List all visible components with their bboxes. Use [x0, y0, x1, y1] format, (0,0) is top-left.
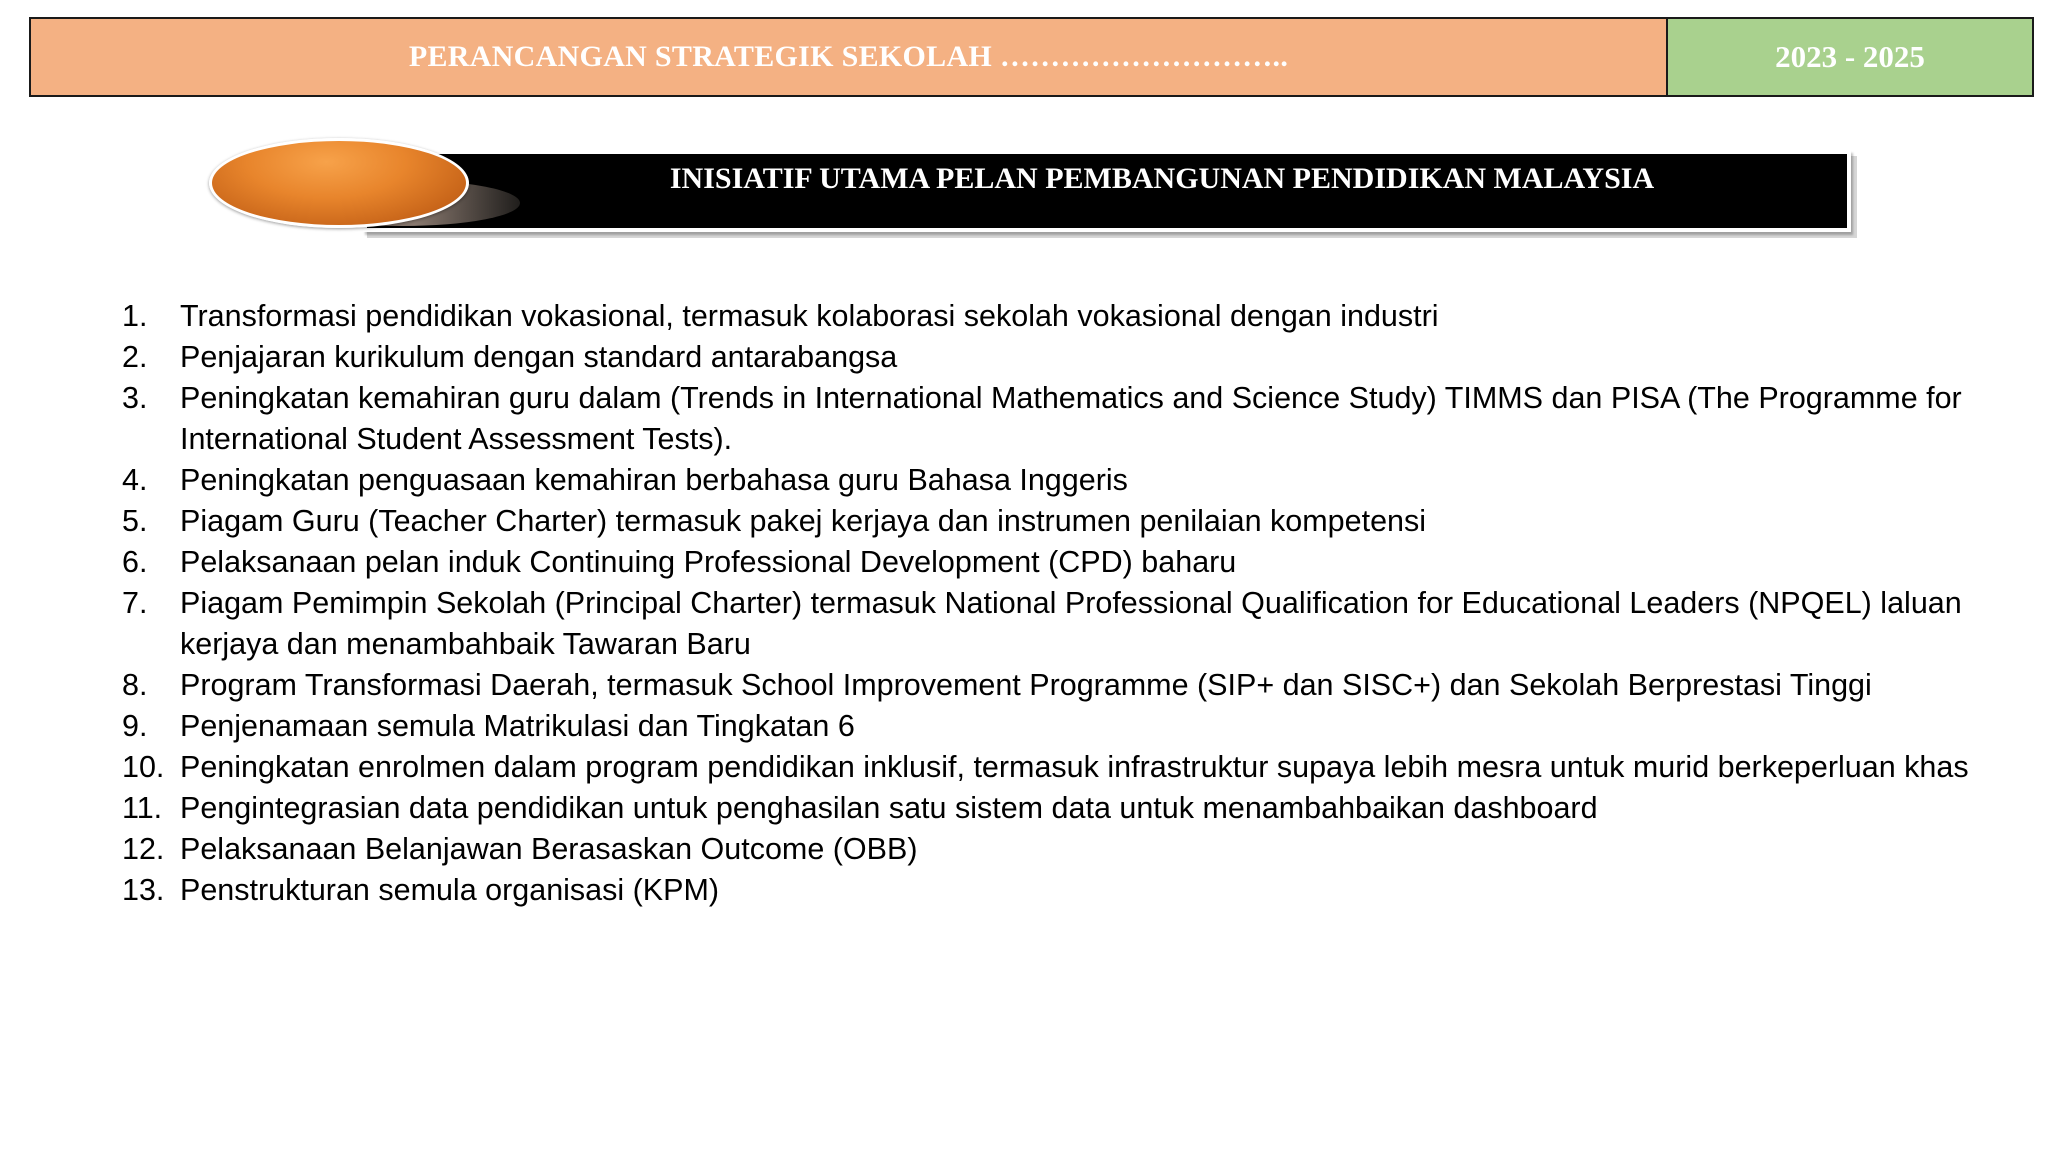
list-item	[122, 870, 1982, 911]
list-item	[122, 378, 1982, 460]
list-item-text: Peningkatan penguasaan kemahiran berbahasa guru Bahasa Inggeris	[180, 463, 1128, 497]
banner-bar-inner	[367, 154, 1847, 228]
list-item-text: Pengintegrasian data pendidikan untuk penghasilan satu sistem data untuk menambahbaikan dashboard	[180, 791, 1598, 825]
list-item-number: 4.	[122, 463, 148, 497]
list-item-number: 3.	[122, 381, 148, 415]
list-item-text: Piagam Guru (Teacher Charter) termasuk pakej kerjaya dan instrumen penilaian kompetensi	[180, 504, 1427, 538]
initiative-list	[122, 296, 1982, 911]
list-item-number: 1.	[122, 299, 148, 333]
list-item	[122, 542, 1982, 583]
list-item	[122, 788, 1982, 829]
banner-title: INISIATIF UTAMA PELAN PEMBANGUNAN PENDIDIKAN MALAYSIA	[669, 162, 1655, 195]
list-item-number: 5.	[122, 504, 148, 538]
list-item-text: Pelaksanaan Belanjawan Berasaskan Outcome (OBB)	[180, 832, 918, 866]
list-item-text: Program Transformasi Daerah, termasuk School Improvement Programme (SIP+ dan SISC+) dan Sekolah Berprestasi Tinggi	[180, 668, 1872, 702]
list-item	[122, 501, 1982, 542]
list-item-text: Pelaksanaan pelan induk Continuing Professional Development (CPD) baharu	[180, 545, 1237, 579]
list-item-text: Peningkatan enrolmen dalam program pendidikan inklusif, termasuk infrastruktur supaya lebih mesra untuk murid berkeperluan khas	[180, 750, 1969, 784]
orange-oval-icon	[209, 138, 469, 228]
list-item	[122, 296, 1982, 337]
list-item	[122, 583, 1982, 665]
header-title: PERANCANGAN STRATEGIK SEKOLAH ………………………..	[31, 19, 1668, 95]
page-header	[29, 17, 2034, 97]
list-item-number: 2.	[122, 340, 148, 374]
list-item-text: Penjenamaan semula Matrikulasi dan Tingkatan 6	[180, 709, 855, 743]
list-item-text: Penjajaran kurikulum dengan standard antarabangsa	[180, 340, 898, 374]
list-item-number: 11.	[122, 791, 163, 825]
list-item-text: Peningkatan kemahiran guru dalam (Trends in International Mathematics and Science Study) TIMMS dan PISA (The Programme for International Student Assessment Tests).	[180, 381, 1962, 456]
list-item-number: 9.	[122, 709, 148, 743]
list-item-number: 8.	[122, 668, 148, 702]
section-banner	[205, 138, 1865, 242]
list-item	[122, 706, 1982, 747]
banner-bar	[363, 150, 1851, 232]
list-item-number: 12.	[122, 832, 165, 866]
list-item-text: Piagam Pemimpin Sekolah (Principal Charter) termasuk National Professional Qualification for Educational Leaders (NPQEL) laluan kerjaya dan menambahbaik Tawaran Baru	[180, 586, 1962, 661]
list-item-text: Penstrukturan semula organisasi (KPM)	[180, 873, 720, 907]
list-item	[122, 337, 1982, 378]
list-item-number: 7.	[122, 586, 148, 620]
list-item-text: Transformasi pendidikan vokasional, termasuk kolaborasi sekolah vokasional dengan industri	[180, 299, 1439, 333]
list-item-number: 10.	[122, 750, 165, 784]
list-item	[122, 747, 1982, 788]
header-year: 2023 - 2025	[1668, 19, 2032, 95]
list-item	[122, 829, 1982, 870]
list-item-number: 13.	[122, 873, 165, 907]
list-item	[122, 460, 1982, 501]
list-item-number: 6.	[122, 545, 148, 579]
list-item	[122, 665, 1982, 706]
